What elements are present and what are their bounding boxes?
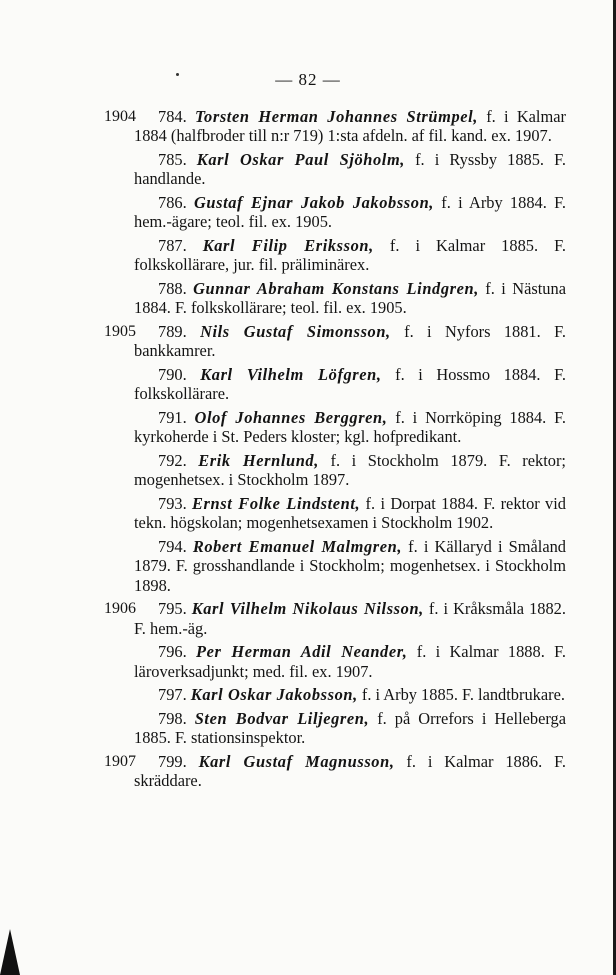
person-name: Gustaf Ejnar Jakob Jakobsson, xyxy=(193,193,434,212)
entry-number: 786. xyxy=(158,193,187,212)
register-entry xyxy=(134,365,566,404)
person-name: Karl Gustaf Magnusson, xyxy=(198,752,395,771)
entry-number: 797. xyxy=(158,685,187,705)
entry-number: 793. xyxy=(158,494,187,513)
register-entry xyxy=(104,322,566,361)
person-name: Karl Filip Eriksson, xyxy=(202,236,374,255)
entry-number: 788. xyxy=(158,279,187,298)
person-name: Torsten Herman Johannes Strümpel, xyxy=(194,107,478,126)
entry-number: 787. xyxy=(158,236,187,255)
register-entry xyxy=(134,193,566,232)
entry-details: f. i Kalmar 1886. F. skräddare. xyxy=(134,752,566,791)
entry-details: f. på Orrefors i Helleberga 1885. F. stationsinspektor. xyxy=(134,709,566,748)
register-entry xyxy=(134,642,566,681)
entry-number: 789. xyxy=(158,322,187,341)
person-name: Robert Emanuel Malmgren, xyxy=(192,537,403,556)
entry-number: 790. xyxy=(158,365,187,384)
entry-number: 784. xyxy=(158,107,187,126)
entry-details: f. i Norrköping 1884. F. kyrkoherde i St. Peders kloster; kgl. hofpredikant. xyxy=(134,408,566,447)
year-marker: 1904 xyxy=(104,108,136,125)
register-entry xyxy=(134,408,566,447)
entry-number: 798. xyxy=(158,709,187,728)
person-name: Per Herman Adil Neander, xyxy=(195,642,408,662)
register-entry xyxy=(134,537,566,595)
register-entry xyxy=(134,494,566,533)
entry-details: f. i Ryssby 1885. F. handlande. xyxy=(134,150,566,189)
entry-details: f. i Arby 1884. F. hem.-ägare; teol. fil. ex. 1905. xyxy=(134,193,566,232)
register-entry xyxy=(104,107,566,146)
register-entries xyxy=(0,107,616,795)
person-name: Ernst Folke Lindstent, xyxy=(192,494,361,513)
entry-details: f. i Kalmar 1884 (halfbroder till n:r 719) 1:sta afdeln. af fil. kand. ex. 1907. xyxy=(134,107,566,146)
entry-details: f. i Arby 1885. F. landtbrukare. xyxy=(357,685,565,705)
year-marker: 1906 xyxy=(104,600,136,618)
page-number: — 82 — xyxy=(275,70,341,89)
entry-number: 799. xyxy=(158,752,187,771)
year-marker: 1907 xyxy=(104,753,136,770)
entry-number: 792. xyxy=(158,451,187,470)
register-entry xyxy=(134,279,566,318)
entry-details: f. i Hossmo 1884. F. folkskollärare. xyxy=(134,365,566,404)
entry-number: 785. xyxy=(158,150,187,169)
entry-details: f. i Kalmar 1888. F. läroverksadjunkt; med. fil. ex. 1907. xyxy=(134,642,566,681)
register-entry xyxy=(134,451,566,490)
entry-details: f. i Källaryd i Småland 1879. F. grosshandlande i Stockholm; mogenhetsex. i Stockholm 1898. xyxy=(134,537,566,595)
person-name: Karl Vilhelm Nikolaus Nilsson, xyxy=(191,599,424,619)
entry-details: f. i Stockholm 1879. F. rektor; mogenhetsex. i Stockholm 1897. xyxy=(134,451,566,490)
person-name: Karl Vilhelm Löfgren, xyxy=(200,365,382,384)
register-entry xyxy=(134,685,566,704)
entry-number: 791. xyxy=(158,408,187,427)
person-name: Karl Oskar Jakobsson, xyxy=(190,685,358,705)
entry-number: 794. xyxy=(158,537,187,556)
person-name: Olof Johannes Berggren, xyxy=(194,408,388,427)
entry-details: f. i Dorpat 1884. F. rektor vid tekn. högskolan; mogenhetsexamen i Stockholm 1902. xyxy=(134,494,566,533)
register-entry xyxy=(134,236,566,275)
entry-number: 795. xyxy=(158,599,187,619)
person-name: Gunnar Abraham Konstans Lindgren, xyxy=(193,279,479,298)
entry-details: f. i Nyfors 1881. F. bankkamrer. xyxy=(134,322,566,361)
register-entry xyxy=(134,709,566,748)
scan-corner-mark xyxy=(0,929,20,975)
person-name: Erik Hernlund, xyxy=(198,451,319,470)
register-entry xyxy=(104,599,566,638)
person-name: Karl Oskar Paul Sjöholm, xyxy=(196,150,405,169)
entry-details: f. i Nästuna 1884. F. folkskollärare; teol. fil. ex. 1905. xyxy=(134,279,566,318)
person-name: Sten Bodvar Liljegren, xyxy=(194,709,370,728)
register-entry xyxy=(104,752,566,791)
register-entry xyxy=(134,150,566,189)
entry-details: f. i Kalmar 1885. F. folkskollärare, jur. fil. präliminärex. xyxy=(134,236,566,275)
person-name: Nils Gustaf Simonsson, xyxy=(200,322,391,341)
year-marker: 1905 xyxy=(104,323,136,340)
entry-number: 796. xyxy=(158,642,187,662)
entry-details: f. i Kråksmåla 1882. F. hem.-äg. xyxy=(134,599,566,638)
